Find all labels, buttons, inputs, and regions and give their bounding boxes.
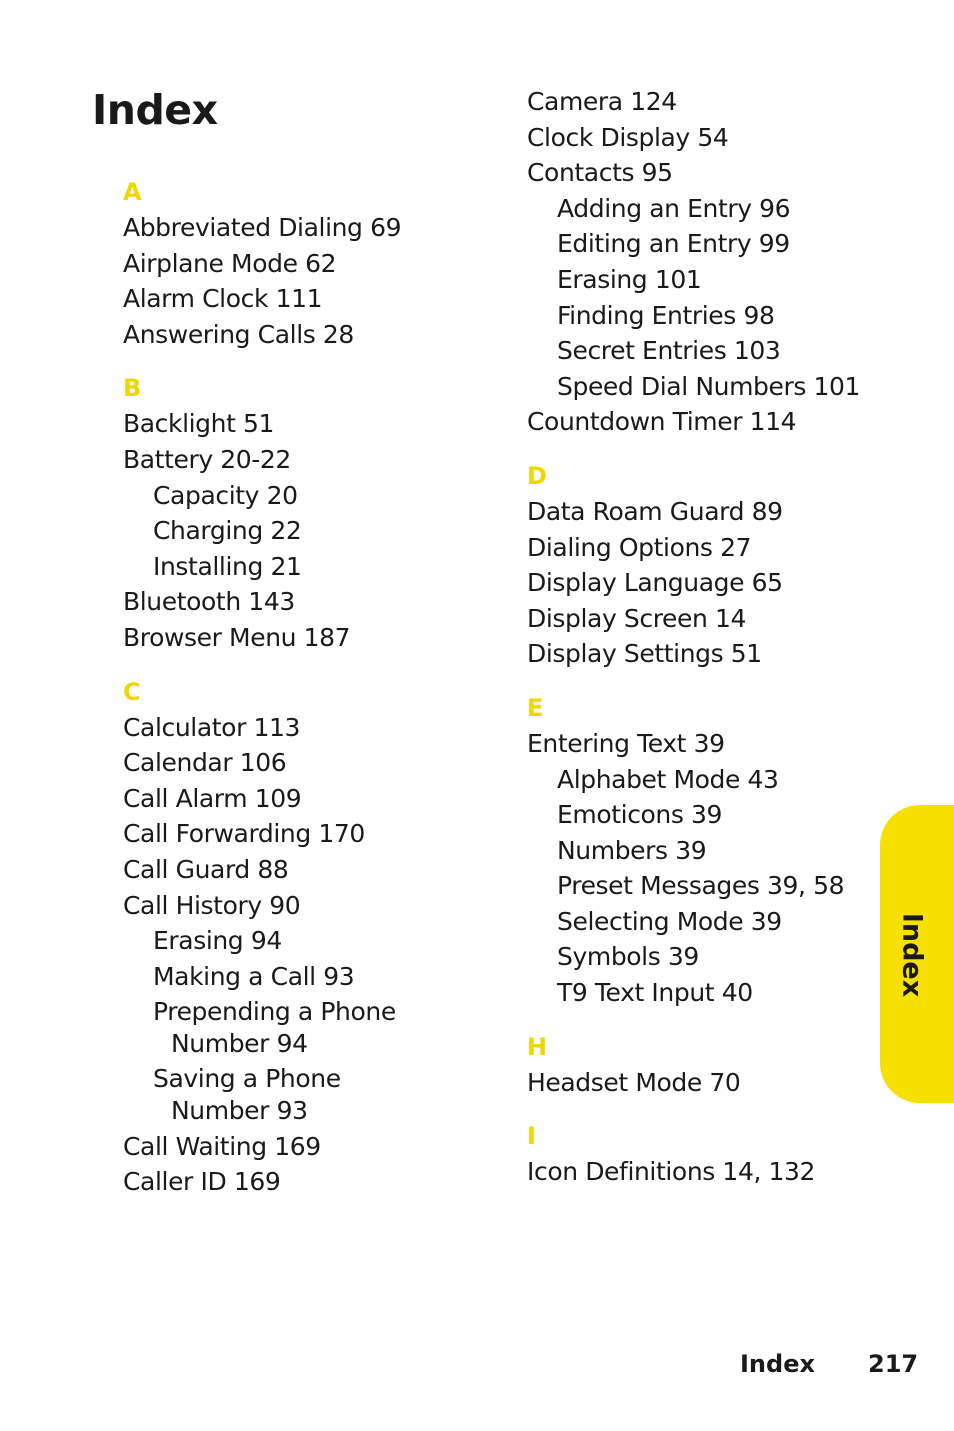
index-subentry: Number 94 <box>171 1028 308 1058</box>
index-section <box>527 84 860 440</box>
index-entry: Call Waiting 169 <box>123 1131 321 1161</box>
index-section <box>527 458 860 672</box>
index-subentry: Numbers 39 <box>557 835 707 865</box>
index-subentry: Symbols 39 <box>557 942 699 972</box>
index-subentry: Preset Messages 39, 58 <box>557 871 845 901</box>
index-entry: Display Language 65 <box>527 568 783 598</box>
index-entry: Answering Calls 28 <box>123 319 354 349</box>
index-subentry: Editing an Entry 99 <box>557 229 790 259</box>
index-subentry: Saving a Phone <box>153 1064 341 1094</box>
index-entry: Alarm Clock 111 <box>123 284 323 314</box>
index-entry: Calendar 106 <box>123 748 287 778</box>
index-subentry: Prepending a Phone <box>153 997 396 1027</box>
section-letter: E <box>527 693 544 722</box>
index-subentry: Capacity 20 <box>153 480 298 510</box>
page-title: Index <box>92 86 218 134</box>
index-entry: Backlight 51 <box>123 409 275 439</box>
index-section <box>123 370 401 655</box>
index-entry: Display Settings 51 <box>527 639 762 669</box>
index-subentry: T9 Text Input 40 <box>557 978 753 1008</box>
index-entry: Clock Display 54 <box>527 122 729 152</box>
index-entry: Calculator 113 <box>123 712 301 742</box>
index-entry: Call Alarm 109 <box>123 783 302 813</box>
index-entry: Entering Text 39 <box>527 728 725 758</box>
index-entry: Call Guard 88 <box>123 854 289 884</box>
index-subentry: Adding an Entry 96 <box>557 193 791 223</box>
index-entry: Dialing Options 27 <box>527 532 752 562</box>
index-entry: Caller ID 169 <box>123 1167 281 1197</box>
index-subentry: Secret Entries 103 <box>557 336 781 366</box>
index-entry: Camera 124 <box>527 87 677 116</box>
index-section <box>123 674 401 1200</box>
index-entry: Display Screen 14 <box>527 603 747 633</box>
index-subentry: Number 93 <box>171 1096 308 1126</box>
index-entry: Abbreviated Dialing 69 <box>123 213 402 242</box>
index-entry: Airplane Mode 62 <box>123 248 337 278</box>
index-subentry: Speed Dial Numbers 101 <box>557 371 861 401</box>
index-section <box>527 1118 860 1190</box>
section-letter: D <box>527 461 547 490</box>
section-letter: A <box>123 178 142 206</box>
index-entry: Battery 20-22 <box>123 444 291 474</box>
section-letter: I <box>527 1122 536 1151</box>
index-entry: Browser Menu 187 <box>123 622 351 652</box>
index-entry: Bluetooth 143 <box>123 587 295 617</box>
section-letter: H <box>527 1032 548 1061</box>
index-entry: Icon Definitions 14, 132 <box>527 1157 816 1187</box>
side-tab-label: Index <box>896 912 928 998</box>
index-subentry: Finding Entries 98 <box>557 300 775 330</box>
index-subentry: Charging 22 <box>153 516 302 546</box>
footer-section-label: Index <box>740 1350 815 1378</box>
index-subentry: Alphabet Mode 43 <box>557 764 779 794</box>
index-subentry: Installing 21 <box>153 551 302 581</box>
index-section <box>527 1029 860 1101</box>
index-entry: Data Roam Guard 89 <box>527 496 783 526</box>
index-column-right <box>527 84 860 1190</box>
index-entry: Countdown Timer 114 <box>527 407 797 437</box>
index-entry: Call History 90 <box>123 890 301 920</box>
section-letter: B <box>123 374 142 403</box>
index-subentry: Selecting Mode 39 <box>557 906 782 936</box>
index-entry: Call Forwarding 170 <box>123 819 365 849</box>
index-column-left <box>123 174 401 1200</box>
page-number: 217 <box>868 1350 919 1378</box>
index-subentry: Making a Call 93 <box>153 961 355 991</box>
index-subentry: Erasing 101 <box>557 264 702 294</box>
index-entry: Contacts 95 <box>527 158 673 188</box>
index-entry: Headset Mode 70 <box>527 1067 741 1097</box>
index-subentry: Erasing 94 <box>153 926 282 956</box>
index-section <box>527 690 860 1011</box>
index-subentry: Emoticons 39 <box>557 800 723 830</box>
index-section <box>123 174 401 352</box>
section-letter: C <box>123 677 141 706</box>
